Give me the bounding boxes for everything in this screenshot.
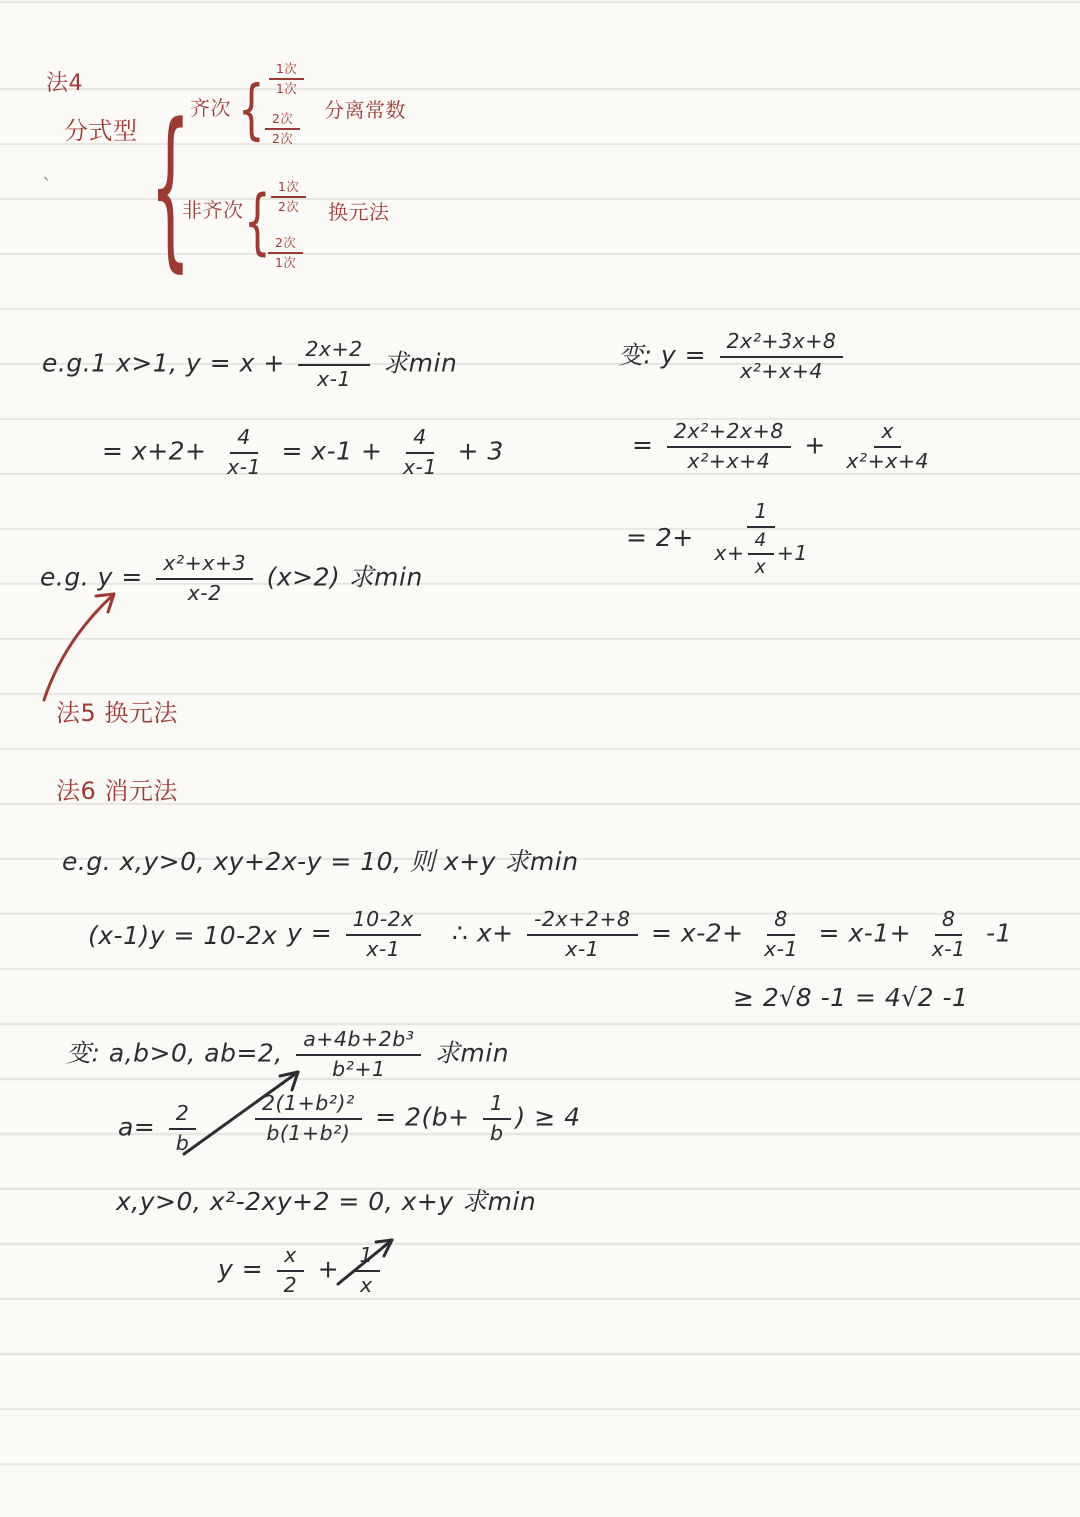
example3-sub1: (x-1)y = 10-2x xyxy=(88,921,278,950)
non-homogeneous-label: 非齐次 xyxy=(182,198,244,222)
example3-sub3: ∴ x+ $\frac{-2x+2+8}{x-1}$ = x-2+ $\frac{8}{x-1}$ = x-1+ $\frac{8}{x-1}$ -1 xyxy=(452,907,1013,961)
red-arrow-icon xyxy=(36,582,131,707)
variant1-step2: = 2+ 1 x+ $\frac{4}{x}$ +1 xyxy=(626,499,808,578)
method6-heading: 法6 消元法 xyxy=(56,777,178,805)
example3-bound: ≥ 2√8 -1 = 4√2 -1 xyxy=(733,983,969,1012)
example4-sub: y = $\frac{x}{2}$ + $\frac{1}{x}$ xyxy=(218,1244,385,1297)
substitution-note: 换元法 xyxy=(328,200,390,224)
method4-heading: 法4 xyxy=(46,71,83,96)
homogeneous-fraction-2: 2次 2次 xyxy=(260,112,305,146)
example4-line: x,y>0, x²-2xy+2 = 0, x+y 求min xyxy=(116,1187,537,1216)
black-arrow-icon xyxy=(178,1062,313,1162)
non-homogeneous-fraction-1: 1次 2次 xyxy=(266,180,311,214)
fraction-type-label: 分式型 xyxy=(64,117,138,145)
separate-constant-note: 分离常数 xyxy=(324,98,406,122)
variant2-line: 变: a,b>0, ab=2, $\frac{\text{a+4b+2b³}}{\text{b²+1}}$ 求min xyxy=(66,1027,510,1081)
example1-line: e.g.1 x>1, y = x + $\frac{2x+2}{x-1}$ 求min xyxy=(42,337,458,391)
homogeneous-label: 齐次 xyxy=(190,96,231,120)
black-arrow-2-icon xyxy=(332,1230,404,1292)
example2-line: e.g. y = $\frac{\text{x²+x+3}}{x-2}$ (x>2) 求min xyxy=(40,551,423,605)
variant1-line: 变: y = $\frac{\text{2x²+3x+8}}{\text{x²+x+4}}$ xyxy=(618,330,848,383)
example3-sub2: y = $\frac{10-2x}{x-1}$ xyxy=(287,908,426,961)
variant2-sub: a= $\frac{2}{b}$ xyxy=(118,1102,201,1155)
example3-line: e.g. x,y>0, xy+2x-y = 10, 则 x+y 求min xyxy=(62,847,579,876)
tree-brace xyxy=(150,82,191,298)
method5-heading: 法5 换元法 xyxy=(56,699,178,727)
variant1-step1: = $\frac{\text{2x²+2x+8}}{\text{x²+x+4}}$ + $\frac{x}{\text{x²+x+4}}$ xyxy=(632,419,930,473)
homogeneous-fraction-1: 1次 1次 xyxy=(264,62,309,96)
variant2-step: $\frac{\text{2(1+b²)²}}{\text{b(1+b²)}}$ = 2(b+ $\frac{1}{b}$ ) ≥ 4 xyxy=(250,1092,581,1145)
example1-step: = x+2+ $\frac{4}{x-1}$ = x-1 + $\frac{4}{x-1}$ + 3 xyxy=(102,425,504,479)
non-homogeneous-fraction-2: 2次 1次 xyxy=(263,236,308,270)
tick-mark: ` xyxy=(42,174,53,198)
